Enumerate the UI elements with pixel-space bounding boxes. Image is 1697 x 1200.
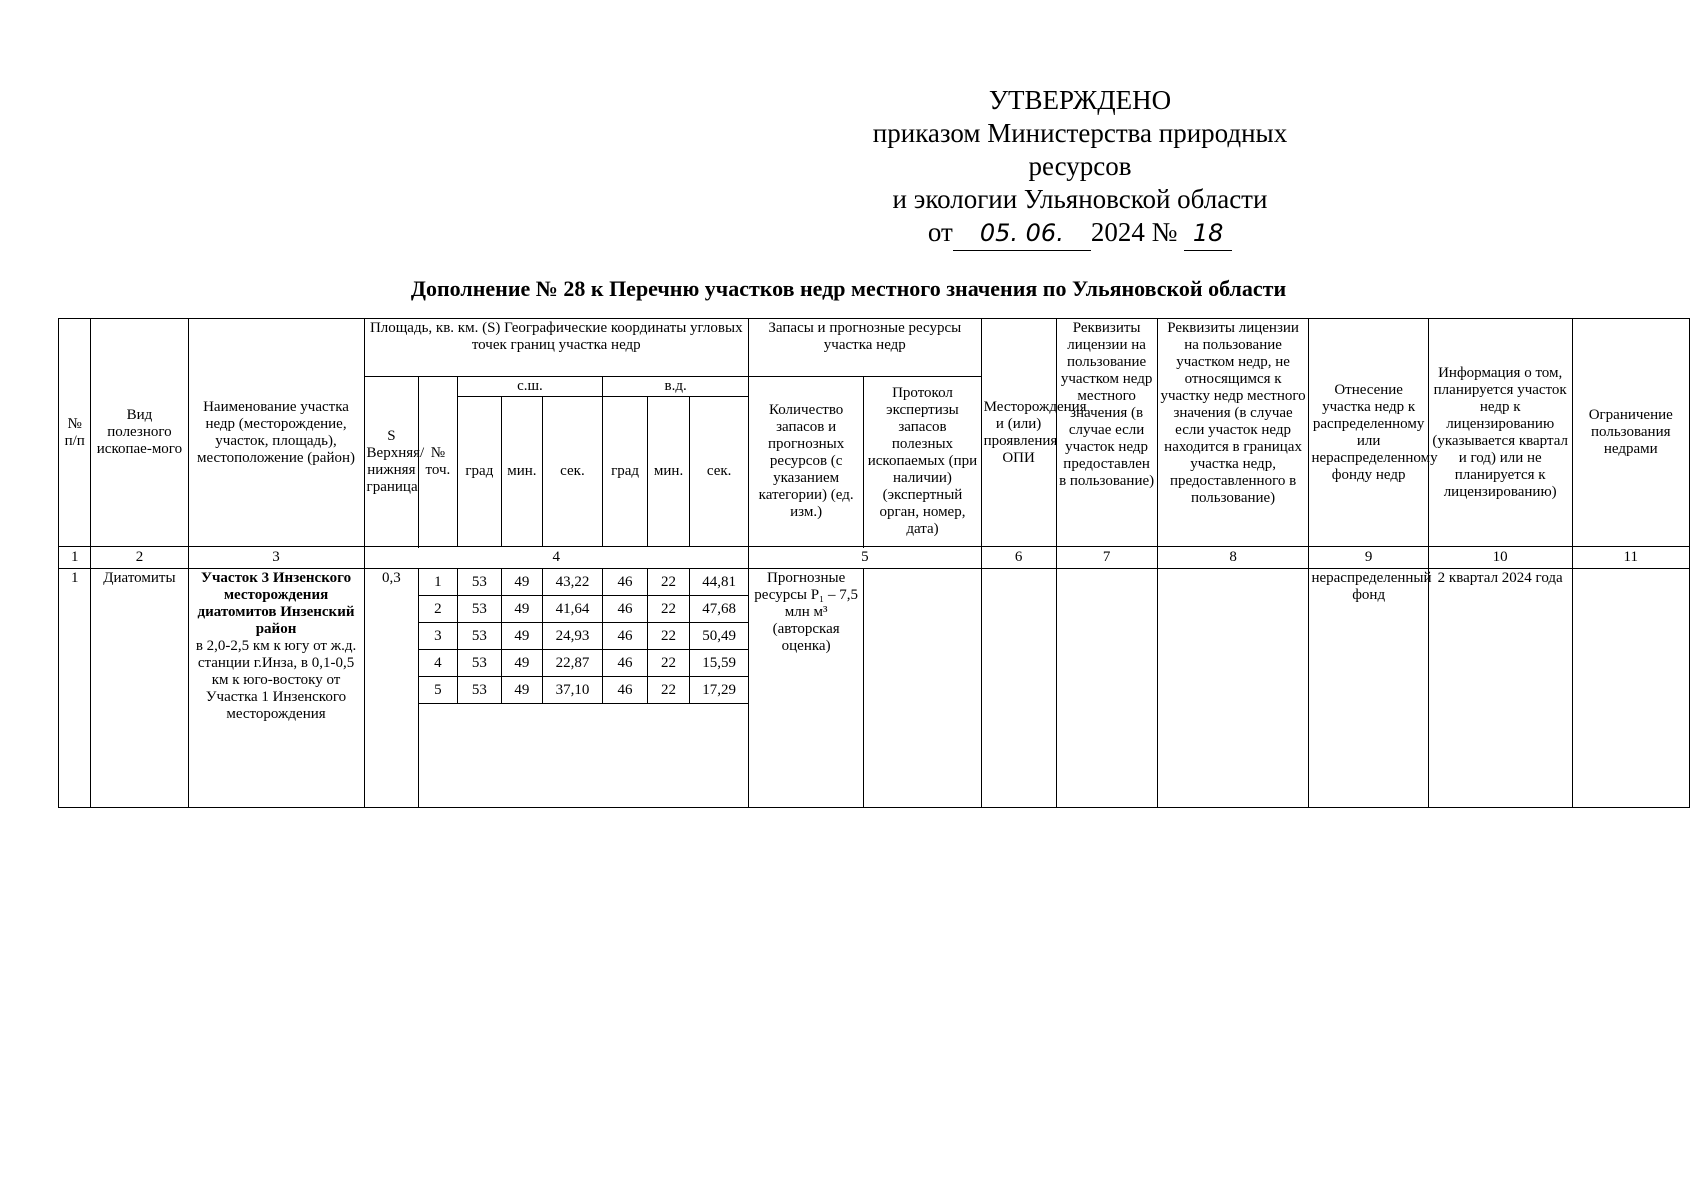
year-label: 2024 № <box>1090 217 1178 247</box>
col-number: 2 <box>91 547 188 569</box>
point-n: 1 <box>419 569 457 596</box>
header-mineral: Вид полезного ископае-мого <box>91 319 188 547</box>
row-licensing: 2 квартал 2024 года <box>1428 569 1572 808</box>
point-lat-sec: 24,93 <box>542 623 603 650</box>
point-lat-sec: 41,64 <box>542 596 603 623</box>
point-lon-min: 22 <box>647 569 689 596</box>
point-lat-min: 49 <box>502 650 542 677</box>
point-lat-deg: 53 <box>457 569 502 596</box>
point-lat-sec: 43,22 <box>542 569 603 596</box>
point-lon-sec: 44,81 <box>690 569 749 596</box>
row-license-local <box>1056 569 1157 808</box>
point-lon-deg: 46 <box>603 569 648 596</box>
point-n: 4 <box>419 650 457 677</box>
header-lon-sec: сек. <box>690 397 749 547</box>
row-name <box>188 569 364 808</box>
header-lat-min: мин. <box>502 397 542 547</box>
col-number: 8 <box>1157 547 1309 569</box>
point-lon-deg: 46 <box>603 677 648 704</box>
point-lat-deg: 53 <box>457 650 502 677</box>
col-number: 3 <box>188 547 364 569</box>
col-number: 10 <box>1428 547 1572 569</box>
handwritten-date: 05. 06. <box>953 217 1091 251</box>
document-title: Дополнение № 28 к Перечню участков недр местного значения по Ульяновской области <box>410 276 1287 301</box>
header-license-local: Реквизиты лицензии на пользование участком недр местного значения (в случае если участок недр предоставлен в пользование) <box>1056 319 1157 547</box>
header-fund: Отнесение участка недр к распределенному или нераспределенному фонду недр <box>1309 319 1428 547</box>
point-lon-deg: 46 <box>603 596 648 623</box>
header-area-group: Площадь, кв. км. (S) Географические координаты угловых точек границ участка недр <box>364 319 748 377</box>
point-lon-min: 22 <box>647 677 689 704</box>
approval-block <box>820 84 1340 251</box>
point-lon-min: 22 <box>647 650 689 677</box>
header-s-bound: S Верхняя/нижняя граница <box>364 377 419 547</box>
header-lat: с.ш. <box>457 377 603 397</box>
subsoil-table <box>58 318 1690 808</box>
header-lon-min: мин. <box>647 397 689 547</box>
header-reserves-group: Запасы и прогнозные ресурсы участка недр <box>748 319 981 377</box>
row-name-location: в 2,0-2,5 км к югу от ж.д. станции г.Инза, в 0,1-0,5 км к юго-востоку от Участка 1 Инзенского месторождения <box>195 638 357 722</box>
point-lon-deg: 46 <box>603 650 648 677</box>
header-reserves-qty: Количество запасов и прогнозных ресурсов (с указанием категории) (ед. изм.) <box>748 377 863 547</box>
point-lon-sec: 15,59 <box>690 650 749 677</box>
row-restrictions <box>1572 569 1689 808</box>
approval-title: УТВЕРЖДЕНО <box>988 85 1172 115</box>
header-point-no: № точ. <box>419 377 457 547</box>
point-lat-sec: 22,87 <box>542 650 603 677</box>
col-number: 6 <box>981 547 1056 569</box>
row-area: 0,3 <box>364 569 419 808</box>
point-n: 3 <box>419 623 457 650</box>
point-lat-min: 49 <box>502 569 542 596</box>
handwritten-number: 18 <box>1184 217 1232 251</box>
point-lat-min: 49 <box>502 677 542 704</box>
header-lat-deg: град <box>457 397 502 547</box>
row-license-other <box>1157 569 1309 808</box>
row-mineral: Диатомиты <box>91 569 188 808</box>
from-label: от <box>927 217 953 247</box>
header-lat-sec: сек. <box>542 397 603 547</box>
point-lat-min: 49 <box>502 623 542 650</box>
header-restrictions: Ограничение пользования недрами <box>1572 319 1689 547</box>
point-n: 5 <box>419 677 457 704</box>
header-lon: в.д. <box>603 377 749 397</box>
point-lat-deg: 53 <box>457 677 502 704</box>
col-number: 5 <box>748 547 981 569</box>
point-lon-deg: 46 <box>603 623 648 650</box>
point-lon-min: 22 <box>647 596 689 623</box>
header-protocol: Протокол экспертизы запасов полезных ископаемых (при наличии) (экспертный орган, номер, дата) <box>864 377 981 547</box>
col-number: 7 <box>1056 547 1157 569</box>
approval-line-3: и экологии Ульяновской области <box>892 184 1268 214</box>
approval-date-line <box>820 216 1340 251</box>
point-lat-min: 49 <box>502 596 542 623</box>
header-licensing-info: Информация о том, планируется участок недр к лицензированию (указывается квартал и год) или не планируется к лицензированию) <box>1428 319 1572 547</box>
points-filler <box>419 704 749 808</box>
point-lon-min: 22 <box>647 623 689 650</box>
point-lat-sec: 37,10 <box>542 677 603 704</box>
row-reserves: Прогнозные ресурсы P₁ – 7,5 млн м³ (авторская оценка) <box>748 569 863 808</box>
header-deposits: Месторождения и (или) проявления ОПИ <box>981 319 1056 547</box>
col-number: 1 <box>59 547 91 569</box>
approval-line-2: приказом Министерства природных ресурсов <box>872 118 1288 181</box>
header-license-other: Реквизиты лицензии на пользование участком недр, не относящимся к участку недр местного значения (в случае если участок недр находится в границах участка недр, предоставленного в пользование) <box>1157 319 1309 547</box>
row-deposits <box>981 569 1056 808</box>
col-number: 4 <box>364 547 748 569</box>
point-lon-sec: 17,29 <box>690 677 749 704</box>
row-fund: нераспределенный фонд <box>1309 569 1428 808</box>
point-n: 2 <box>419 596 457 623</box>
row-name-bold: Участок 3 Инзенского месторождения диатомитов Инзенский район <box>197 570 355 637</box>
point-lon-sec: 50,49 <box>690 623 749 650</box>
header-name: Наименование участка недр (месторождение, участок, площадь), местоположение (район) <box>188 319 364 547</box>
header-num: № п/п <box>59 319 91 547</box>
point-lon-sec: 47,68 <box>690 596 749 623</box>
row-num: 1 <box>59 569 91 808</box>
col-number: 11 <box>1572 547 1689 569</box>
header-lon-deg: град <box>603 397 648 547</box>
point-lat-deg: 53 <box>457 596 502 623</box>
row-protocol <box>864 569 981 808</box>
col-number: 9 <box>1309 547 1428 569</box>
point-lat-deg: 53 <box>457 623 502 650</box>
